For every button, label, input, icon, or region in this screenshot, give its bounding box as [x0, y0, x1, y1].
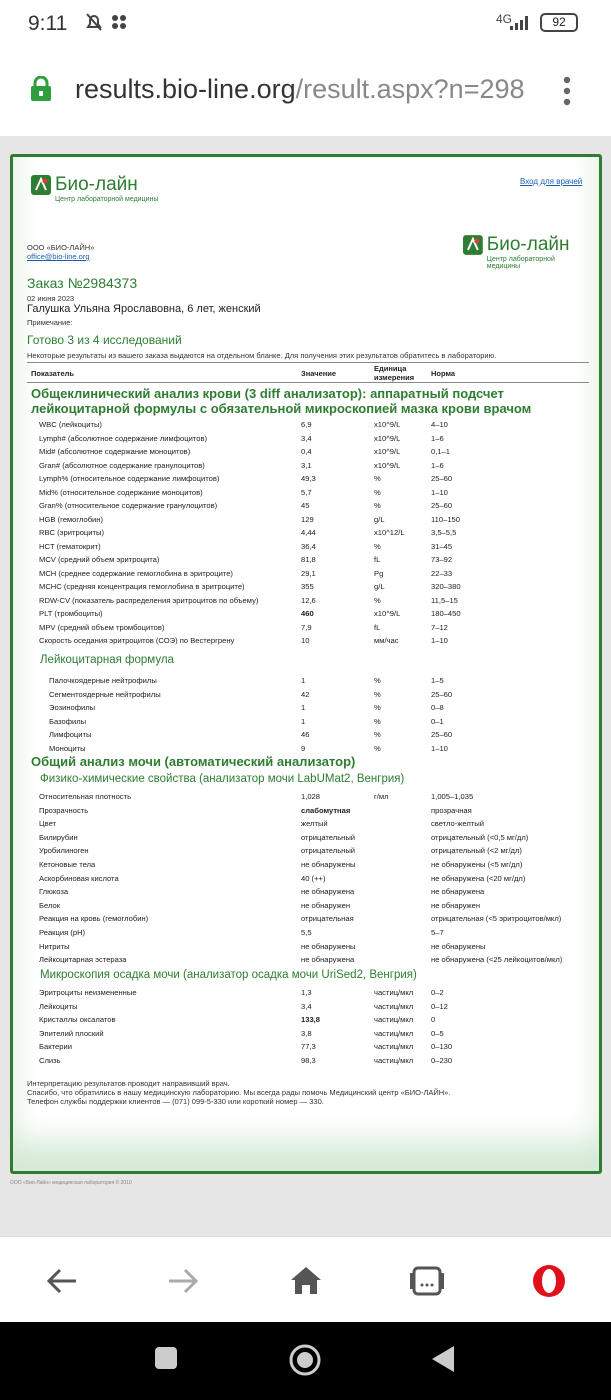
table-row	[27, 473, 589, 486]
param-cell: RDW-CV (показатель распределения эритроцитов по объему)	[39, 595, 259, 605]
param-cell: Лейкоциты	[39, 1001, 78, 1011]
table-row	[27, 419, 589, 432]
norm-cell: 1–6	[431, 433, 444, 443]
value-cell: 1	[301, 676, 306, 685]
param-cell: Реакция на кровь (гемоглобин)	[39, 914, 149, 924]
table-row	[27, 859, 589, 872]
value-cell: 9	[301, 743, 306, 753]
table-row	[27, 1028, 589, 1041]
table-row	[27, 927, 589, 940]
param-cell: Белок	[39, 900, 61, 910]
norm-cell: 1–5	[431, 676, 444, 685]
table-row	[27, 702, 589, 715]
value-cell: 1,3	[301, 988, 312, 997]
value-cell: 3,4	[301, 433, 312, 443]
norm-cell: 0–2	[431, 988, 444, 997]
unit-cell: %	[374, 487, 381, 497]
value-cell: слабомутная	[301, 805, 351, 815]
param-cell: Эритроциты неизмененные	[39, 988, 137, 997]
param-cell: MCH (среднее содержание гемоглобина в эритроците)	[39, 568, 233, 578]
value-cell: 40 (++)	[301, 873, 326, 883]
unit-cell: x10^12/L	[374, 528, 405, 537]
url-host: results.bio-line.org	[75, 74, 296, 104]
value-cell: 49,3	[301, 474, 316, 483]
logo-subtitle: Центр лабораторной медицины	[486, 256, 555, 270]
param-cell: Глюкоза	[39, 887, 69, 897]
table-row	[27, 514, 589, 527]
unit-cell: Pg	[374, 568, 384, 578]
norm-cell: 1–10	[431, 743, 448, 753]
unit-cell: частиц/мкл	[374, 1028, 414, 1038]
table-row	[27, 791, 589, 804]
value-cell: 3,8	[301, 1028, 312, 1038]
norm-cell: 0–12	[431, 1001, 448, 1011]
norm-cell: 25–60	[431, 501, 453, 510]
back-button-icon[interactable]	[430, 1344, 456, 1374]
order-date: 02 июня 2023	[27, 294, 75, 303]
value-cell: 10	[301, 636, 310, 645]
more-menu-icon[interactable]	[562, 76, 572, 106]
logo-subtitle: Центр лабораторной медицины	[55, 196, 159, 203]
value-cell: отрицательный	[301, 832, 356, 842]
unit-cell: частиц/мкл	[374, 1001, 414, 1011]
value-cell: не обнаружен	[301, 900, 351, 910]
norm-cell: 25–60	[431, 689, 453, 699]
table-row	[27, 446, 589, 459]
param-cell: MCV (средний объем эритроцита)	[39, 555, 160, 564]
doctor-login-link[interactable]: Вход для врачей	[520, 177, 583, 186]
opera-menu-icon[interactable]	[531, 1263, 567, 1299]
norm-cell: прозрачная	[431, 805, 472, 815]
home-icon[interactable]	[288, 1263, 324, 1299]
norm-cell: не обнаружена (<25 лейкоцитов/мкл)	[431, 955, 563, 965]
unit-cell: %	[374, 689, 381, 699]
value-cell: 1	[301, 716, 306, 726]
param-cell: Lymph# (абсолютное содержание лимфоцитов)	[39, 433, 208, 443]
unit-cell: fL	[374, 555, 381, 564]
order-number: Заказ №2984373	[27, 275, 138, 291]
norm-cell: 0–230	[431, 1056, 453, 1065]
table-row	[27, 635, 589, 648]
value-cell: 133,8	[301, 1015, 321, 1025]
value-cell: 5,5	[301, 928, 312, 937]
unit-cell: частиц/мкл	[374, 988, 414, 997]
company-name: ООО «БИО-ЛАЙН»	[27, 243, 95, 252]
value-cell: не обнаружена	[301, 955, 355, 965]
unit-cell: x10^9/L	[374, 433, 401, 443]
norm-cell: 31–45	[431, 541, 453, 551]
norm-cell: отрицательный (<2 мг/дл)	[431, 846, 522, 856]
logo-icon	[463, 235, 483, 255]
table-row	[27, 954, 589, 967]
col-param: Показатель	[31, 369, 75, 378]
norm-cell: 0–5	[431, 1028, 444, 1038]
section-blood-title: Общеклинический анализ крови (3 diff анализатор): аппаратный подсчет лейкоцитарной формулы с обязательной микроскопией мазка крови врачом	[31, 386, 532, 416]
param-cell: Gran# (абсолютное содержание гранулоцитов)	[39, 460, 205, 470]
param-cell: Скорость оседания эритроцитов (СОЭ) по Вестергрену	[39, 636, 235, 645]
browser-nav-bar	[0, 1236, 611, 1322]
param-cell: Моноциты	[49, 743, 86, 753]
unit-cell: частиц/мкл	[374, 1042, 414, 1052]
unit-cell: г/мл	[374, 792, 389, 801]
table-row	[27, 987, 589, 1000]
table-row	[27, 832, 589, 845]
param-cell: Реакция (pH)	[39, 928, 86, 937]
param-cell: Прозрачность	[39, 805, 89, 815]
param-cell: Кетоновые тела	[39, 860, 96, 869]
param-cell: RBC (эритроциты)	[39, 528, 104, 537]
value-cell: 3,1	[301, 460, 312, 470]
table-row	[27, 568, 589, 581]
norm-cell: 0–8	[431, 703, 444, 712]
url-field[interactable]	[75, 74, 535, 105]
param-cell: Палочкоядерные нейтрофилы	[49, 676, 157, 685]
value-cell: желтый	[301, 819, 328, 829]
param-cell: MCHC (средняя концентрация гемоглобина в эритроците)	[39, 582, 245, 591]
value-cell: 6,9	[301, 420, 312, 429]
norm-cell: 3,5–5,5	[431, 528, 457, 537]
patient-info: Галушка Ульяна Ярославовна, 6 лет, женский	[27, 303, 261, 315]
logo-title: Био-лайн	[486, 234, 570, 255]
value-cell: 12,6	[301, 595, 316, 605]
unit-cell: %	[374, 501, 381, 510]
home-button-icon[interactable]	[288, 1343, 322, 1377]
value-cell: 29,1	[301, 568, 316, 578]
table-row	[27, 845, 589, 858]
col-value: Значение	[301, 369, 337, 378]
param-cell: Слизь	[39, 1056, 61, 1065]
value-cell: 0,4	[301, 447, 312, 456]
notification-icons	[85, 12, 129, 37]
leuko-title: Лейкоцитарная формула	[40, 654, 174, 666]
copyright: ООО «Био-Лайн» медицинская лаборатория © 2010	[10, 1180, 132, 1186]
value-cell: 42	[301, 689, 310, 699]
value-cell: 36,4	[301, 541, 316, 551]
table-row	[27, 873, 589, 886]
ready-status: Готово 3 из 4 исследований	[27, 333, 182, 347]
table-row	[27, 554, 589, 567]
table-row	[27, 913, 589, 926]
value-cell: 7,9	[301, 622, 312, 632]
browser-address-bar	[0, 46, 611, 136]
signal-icon	[510, 14, 532, 30]
system-nav-bar	[0, 1322, 611, 1400]
url-path: /result.aspx?n=298	[295, 74, 525, 104]
param-cell: Бактерии	[39, 1042, 72, 1052]
table-row	[27, 595, 589, 608]
notice-text: Некоторые результаты из вашего заказа выдаются на отдельном бланке. Для получения этих результатов обратитесь в лабораторию.	[27, 351, 497, 360]
table-row	[27, 716, 589, 729]
value-cell: отрицательная	[301, 914, 354, 924]
param-cell: Относительная плотность	[39, 792, 132, 801]
physchem-title: Физико-химические свойства (анализатор мочи LabUMat2, Венгрия)	[40, 773, 405, 785]
unit-cell: мм/час	[374, 636, 399, 645]
value-cell: не обнаружены	[301, 941, 356, 951]
norm-cell: 110–150	[431, 514, 460, 524]
norm-cell: 180–450	[431, 609, 461, 618]
result-frame	[10, 154, 602, 1174]
table-row	[27, 487, 589, 500]
table-row	[27, 818, 589, 831]
value-cell: 5,7	[301, 487, 312, 497]
unit-cell: fL	[374, 622, 381, 632]
norm-cell: не обнаружен	[431, 900, 481, 910]
status-time: 9:11	[28, 12, 68, 35]
norm-cell: 11,5–15	[431, 595, 458, 605]
footer-line: Интерпретацию результатов проводит направивший врач.	[27, 1079, 230, 1088]
unit-cell: g/L	[374, 514, 385, 524]
unit-cell: частиц/мкл	[374, 1015, 414, 1025]
norm-cell: 25–60	[431, 730, 453, 739]
param-cell: Gran% (относительное содержание гранулоцитов)	[39, 501, 218, 510]
param-cell: WBC (лейкоциты)	[39, 420, 102, 429]
param-cell: Базофилы	[49, 716, 87, 726]
table-row	[27, 541, 589, 554]
norm-cell: не обнаружена	[431, 887, 485, 897]
table-row	[27, 581, 589, 594]
param-cell: Эпителий плоский	[39, 1028, 104, 1038]
table-row	[27, 460, 589, 473]
norm-cell: 25–60	[431, 474, 453, 483]
norm-cell: 1–10	[431, 487, 448, 497]
norm-cell: 4–10	[431, 420, 448, 429]
report-logo	[463, 235, 589, 270]
norm-cell: 320–380	[431, 582, 461, 591]
norm-cell: отрицательный (<0,5 мг/дл)	[431, 832, 529, 842]
table-row	[27, 527, 589, 540]
table-row	[27, 886, 589, 899]
table-row	[27, 500, 589, 513]
norm-cell: 0–130	[431, 1042, 453, 1052]
lock-icon	[30, 76, 52, 102]
value-cell: не обнаружена	[301, 887, 355, 897]
param-cell: Лимфоциты	[49, 730, 92, 739]
norm-cell: светло-желтый	[431, 819, 484, 829]
norm-cell: 1–6	[431, 460, 444, 470]
table-row	[27, 1055, 589, 1068]
param-cell: Билирубин	[39, 832, 78, 842]
col-norm: Норма	[431, 369, 456, 378]
footer-text	[27, 1079, 450, 1106]
norm-cell: 73–92	[431, 555, 453, 564]
forward-arrow-icon[interactable]	[165, 1263, 201, 1299]
norm-cell: 0–1	[431, 716, 444, 726]
param-cell: Кристаллы оксалатов	[39, 1015, 116, 1025]
value-cell: отрицательный	[301, 846, 356, 856]
unit-cell: частиц/мкл	[374, 1056, 414, 1065]
logo-icon	[31, 175, 51, 195]
unit-cell: %	[374, 716, 381, 726]
value-cell: 460	[301, 609, 314, 618]
table-row	[27, 805, 589, 818]
col-unit: Единица измерения	[374, 364, 415, 382]
table-row	[27, 1014, 589, 1027]
norm-cell: не обнаружены	[431, 941, 486, 951]
unit-cell: %	[374, 595, 381, 605]
value-cell: 81,8	[301, 555, 316, 564]
table-row	[27, 941, 589, 954]
table-row	[27, 608, 589, 621]
table-row	[27, 675, 589, 688]
param-cell: Lymph% (относительное содержание лимфоцитов)	[39, 474, 220, 483]
value-cell: 4,44	[301, 528, 316, 537]
param-cell: Лейкоцитарная эстераза	[39, 955, 127, 965]
unit-cell: g/L	[374, 582, 385, 591]
unit-cell: %	[374, 541, 381, 551]
note-label: Примечание:	[27, 318, 73, 327]
norm-cell: 0,1–1	[431, 447, 451, 456]
param-cell: Эозинофилы	[49, 703, 96, 712]
unit-cell: %	[374, 676, 381, 685]
table-row	[27, 689, 589, 702]
value-cell: 129	[301, 514, 314, 524]
param-cell: Уробилиноген	[39, 846, 89, 856]
param-cell: Mid# (абсолютное содержание моноцитов)	[39, 447, 191, 456]
unit-cell: x10^9/L	[374, 609, 401, 618]
footer-line: Телефон службы поддержки клиентов — (071) 099-5-330 или короткий номер — 330.	[27, 1097, 324, 1106]
tabs-icon[interactable]	[409, 1263, 445, 1299]
norm-cell: 1,005–1,035	[431, 792, 474, 801]
network-type: 4G	[496, 12, 513, 26]
company-email[interactable]: office@bio-line.org	[27, 252, 90, 261]
table-header	[27, 362, 589, 383]
value-cell: 45	[301, 501, 310, 510]
back-arrow-icon[interactable]	[44, 1263, 80, 1299]
param-cell: Сегментоядерные нейтрофилы	[49, 689, 161, 699]
param-cell: Нитриты	[39, 941, 70, 951]
value-cell: 46	[301, 730, 310, 739]
param-cell: HCT (гематокрит)	[39, 541, 101, 551]
table-row	[27, 1001, 589, 1014]
table-row	[27, 622, 589, 635]
web-content	[0, 136, 611, 1236]
norm-cell: 22–33	[431, 568, 453, 578]
battery-icon: 92	[540, 13, 578, 32]
table-row	[27, 729, 589, 742]
unit-cell: %	[374, 474, 381, 483]
unit-cell: x10^9/L	[374, 447, 401, 456]
table-row	[27, 900, 589, 913]
table-row	[27, 433, 589, 446]
unit-cell: %	[374, 743, 381, 753]
table-row	[27, 1041, 589, 1054]
section-urine-title: Общий анализ мочи (автоматический анализатор)	[31, 754, 356, 769]
unit-cell: %	[374, 730, 381, 739]
norm-cell: 7–12	[431, 622, 448, 632]
recents-icon[interactable]	[154, 1346, 178, 1370]
param-cell: MPV (средний объем тромбоцитов)	[39, 622, 165, 632]
norm-cell: не обнаружены (<5 мг/дл)	[431, 860, 523, 869]
value-cell: 1	[301, 703, 306, 712]
param-cell: PLT (тромбоциты)	[39, 609, 103, 618]
norm-cell: 5–7	[431, 928, 444, 937]
value-cell: 98,3	[301, 1056, 316, 1065]
norm-cell: не обнаружена (<20 мг/дл)	[431, 873, 526, 883]
value-cell: 77,3	[301, 1042, 316, 1052]
micro-title: Микроскопия осадка мочи (анализатор осадка мочи UriSed2, Венгрия)	[40, 969, 417, 981]
footer-line: Спасибо, что обратились в нашу медицинскую лабораторию. Мы всегда рады помочь Медицинский центр «БИО-ЛАЙН».	[27, 1088, 451, 1097]
logo-title: Био-лайн	[55, 174, 138, 195]
unit-cell: x10^9/L	[374, 420, 401, 429]
value-cell: 355	[301, 582, 314, 591]
param-cell: Mid% (относительное содержание моноцитов)	[39, 487, 203, 497]
unit-cell: x10^9/L	[374, 460, 401, 470]
norm-cell: 1–10	[431, 636, 448, 645]
unit-cell: %	[374, 703, 381, 712]
param-cell: Цвет	[39, 819, 57, 829]
value-cell: 1,028	[301, 792, 321, 801]
norm-cell: отрицательная (<5 эритроцитов/мкл)	[431, 914, 562, 924]
value-cell: не обнаружены	[301, 860, 356, 869]
header-logo	[31, 175, 158, 203]
param-cell: HGB (гемоглобин)	[39, 514, 104, 524]
norm-cell: 0	[431, 1015, 436, 1025]
status-bar	[0, 0, 611, 46]
param-cell: Аскорбиновая кислота	[39, 873, 119, 883]
value-cell: 3,4	[301, 1001, 312, 1011]
